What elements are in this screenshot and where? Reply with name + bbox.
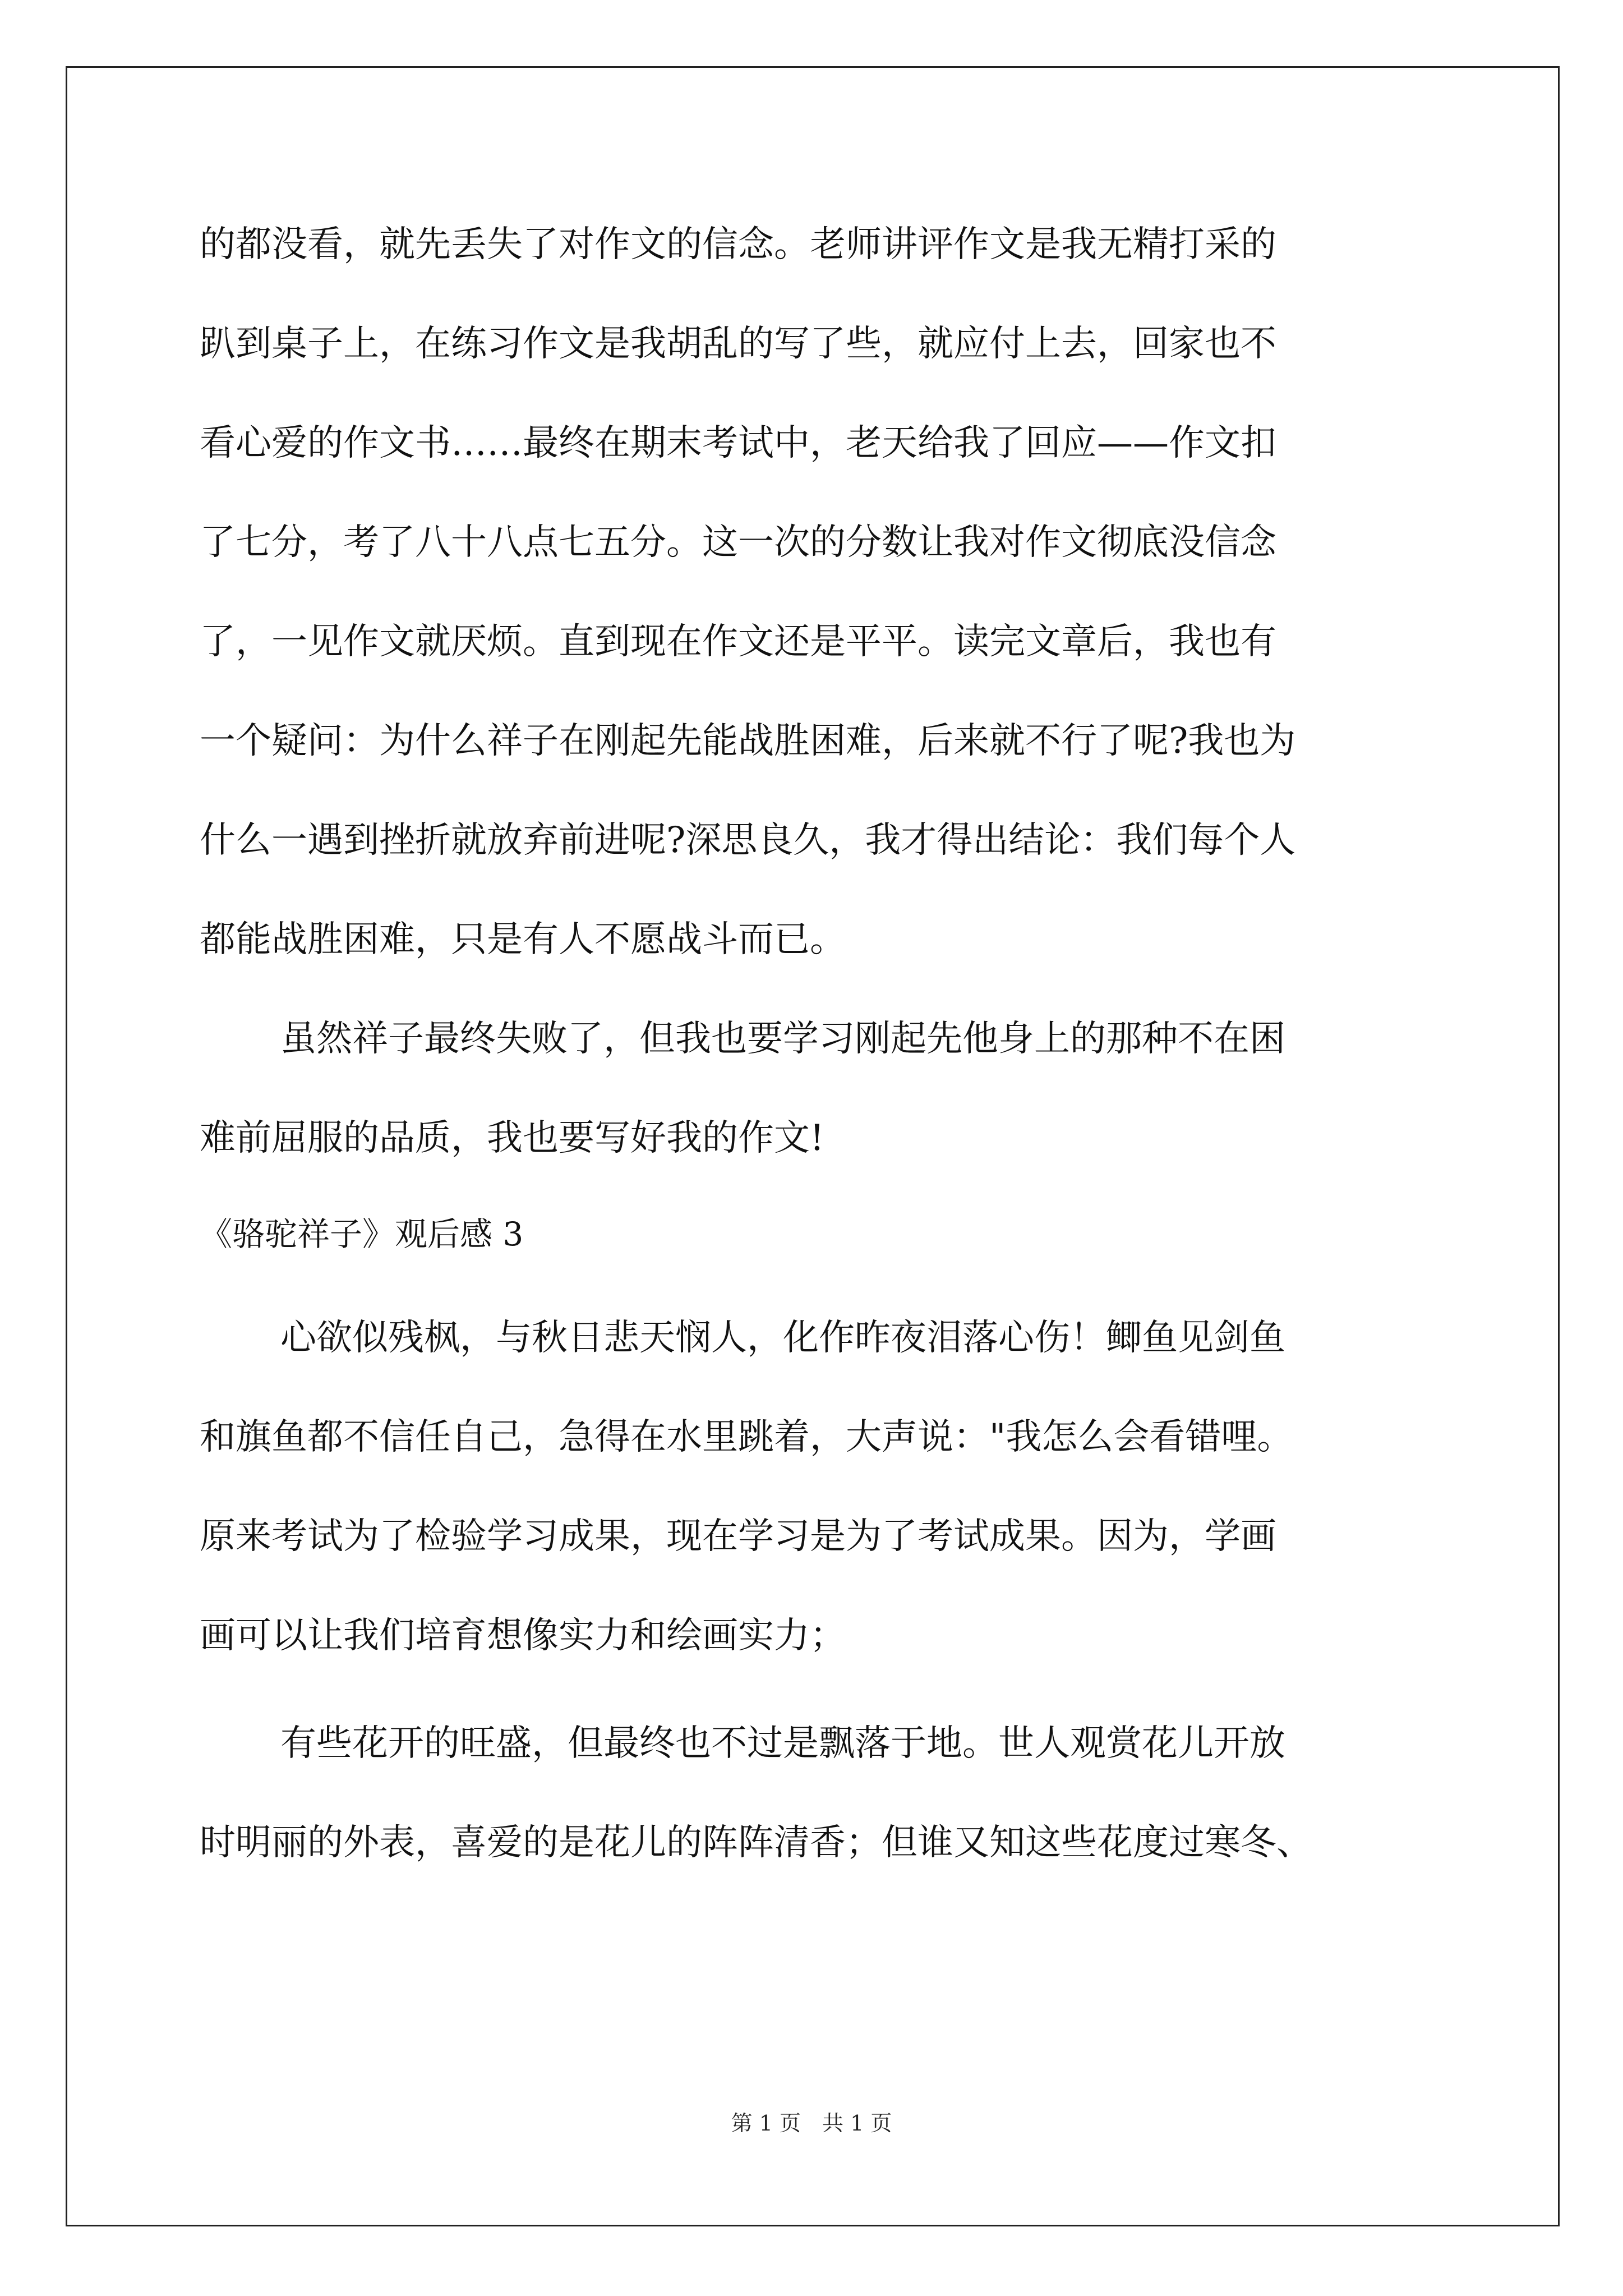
text-line: 有些花开的旺盛，但最终也不过是飘落于地。世人观赏花儿开放 xyxy=(280,1723,1285,1764)
text-line: 原来考试为了检验学习成果，现在学习是为了考试成果。因为，学画 xyxy=(200,1516,1276,1557)
text-line: 都能战胜困难，只是有人不愿战斗而已。 xyxy=(200,919,846,960)
text-line: 时明丽的外表，喜爱的是花儿的阵阵清香；但谁又知这些花度过寒冬、 xyxy=(200,1822,1312,1864)
text-line: 和旗鱼都不信任自己，急得在水里跳着，大声说："我怎么会看错哩。 xyxy=(200,1416,1293,1458)
text-line: 趴到桌子上，在练习作文是我胡乱的写了些，就应付上去，回家也不 xyxy=(200,323,1276,365)
text-line: 心欲似残枫，与秋日悲天悯人，化作昨夜泪落心伤！鲫鱼见剑鱼 xyxy=(280,1317,1285,1359)
text-line: 了七分，考了八十八点七五分。这一次的分数让我对作文彻底没信念 xyxy=(200,522,1276,563)
text-line: 画可以让我们培育想像实力和绘画实力； xyxy=(200,1615,846,1657)
text-line: 了，一见作文就厌烦。直到现在作文还是平平。读完文章后，我也有 xyxy=(200,621,1276,662)
section-title: 《骆驼祥子》观后感 3 xyxy=(200,1215,524,1253)
text-line: 虽然祥子最终失败了，但我也要学习刚起先他身上的那种不在困 xyxy=(280,1018,1285,1060)
text-line: 什么一遇到挫折就放弃前进呢?深思良久，我才得出结论：我们每个人 xyxy=(200,820,1296,861)
page-footer: 第 1 页 共 1 页 xyxy=(731,2111,892,2136)
text-line: 难前屈服的品质，我也要写好我的作文! xyxy=(200,1117,824,1159)
text-line: 一个疑问：为什么祥子在刚起先能战胜困难，后来就不行了呢?我也为 xyxy=(200,720,1296,762)
text-line: 的都没看，就先丢失了对作文的信念。老师讲评作文是我无精打采的 xyxy=(200,224,1276,265)
text-line: 看心爱的作文书……最终在期末考试中，老天给我了回应——作文扣 xyxy=(200,422,1276,464)
